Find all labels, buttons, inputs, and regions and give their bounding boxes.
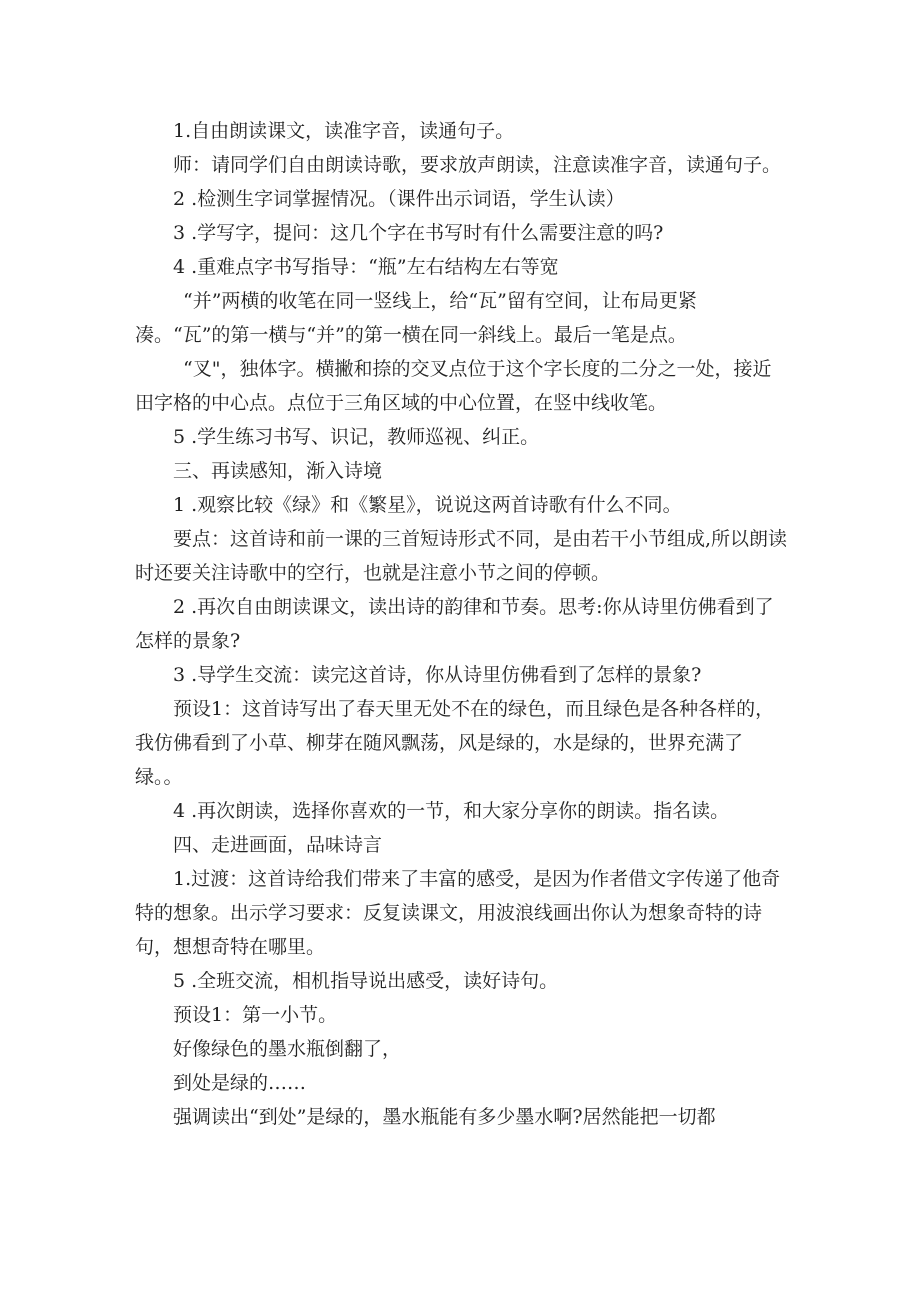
document-body xyxy=(135,114,790,1134)
paragraph: 5 .学生练习书写、识记，教师巡视、纠正。 xyxy=(173,426,540,448)
paragraph: 要点：这首诗和前一课的三首短诗形式不同，是由若干小节组成,所以朗读时还要关注诗歌中的空行，也就是注意小节之间的停顿。 xyxy=(135,528,788,584)
paragraph: 4 .再次朗读，选择你喜欢的一节，和大家分享你的朗读。指名读。 xyxy=(173,800,730,822)
paragraph: 5 .全班交流，相机指导说出感受，读好诗句。 xyxy=(173,970,559,992)
paragraph: 预设1：第一小节。 xyxy=(173,1004,338,1026)
paragraph: 1.过渡：这首诗给我们带来了丰富的感受，是因为作者借文字传递了他奇特的想象。出示学习要求：反复读课文，用波浪线画出你认为想象奇特的诗句，想想奇特在哪里。 xyxy=(135,868,781,958)
paragraph: “并”两横的收笔在同一竖线上，给“瓦”留有空间，让布局更紧凑。“瓦”的第一横与“并”的第一横在同一斜线上。最后一笔是点。 xyxy=(135,290,697,346)
paragraph: 1.自由朗读课文，读准字音，读通句子。 xyxy=(173,120,515,142)
poem-line: 到处是绿的…… xyxy=(173,1072,307,1094)
paragraph: 强调读出“到处”是绿的，墨水瓶能有多少墨水啊?居然能把一切都 xyxy=(173,1106,716,1128)
section-heading: 四、走进画面，品味诗言 xyxy=(173,834,383,856)
paragraph: 2 .检测生字词掌握情况。（课件出示词语，学生认读） xyxy=(173,188,625,210)
paragraph: 师：请同学们自由朗读诗歌，要求放声朗读，注意读准字音，读通句子。 xyxy=(173,154,782,176)
paragraph: 3 .导学生交流：读完这首诗，你从诗里仿佛看到了怎样的景象? xyxy=(173,664,702,686)
paragraph: 4 .重难点字书写指导：“瓶”左右结构左右等宽 xyxy=(173,256,559,278)
paragraph: 3 .学写字，提问：这几个字在书写时有什么需要注意的吗? xyxy=(173,222,664,244)
paragraph: 1 .观察比较《绿》和《繁星》，说说这两首诗歌有什么不同。 xyxy=(173,494,682,516)
paragraph: “叉"，独体字。横撇和捺的交叉点位于这个字长度的二分之一处，接近田字格的中心点。点位于三角区域的中心位置，在竖中线收笔。 xyxy=(135,358,772,414)
section-heading: 三、再读感知，渐入诗境 xyxy=(173,460,383,482)
paragraph: 预设1：这首诗写出了春天里无处不在的绿色，而且绿色是各种各样的，我仿佛看到了小草、柳芽在随风飘荡，风是绿的，水是绿的，世界充满了绿。。 xyxy=(135,698,775,788)
paragraph: 2 .再次自由朗读课文，读出诗的韵律和节奏。思考:你从诗里仿佛看到了怎样的景象? xyxy=(135,596,774,652)
poem-line: 好像绿色的墨水瓶倒翻了， xyxy=(173,1038,402,1060)
